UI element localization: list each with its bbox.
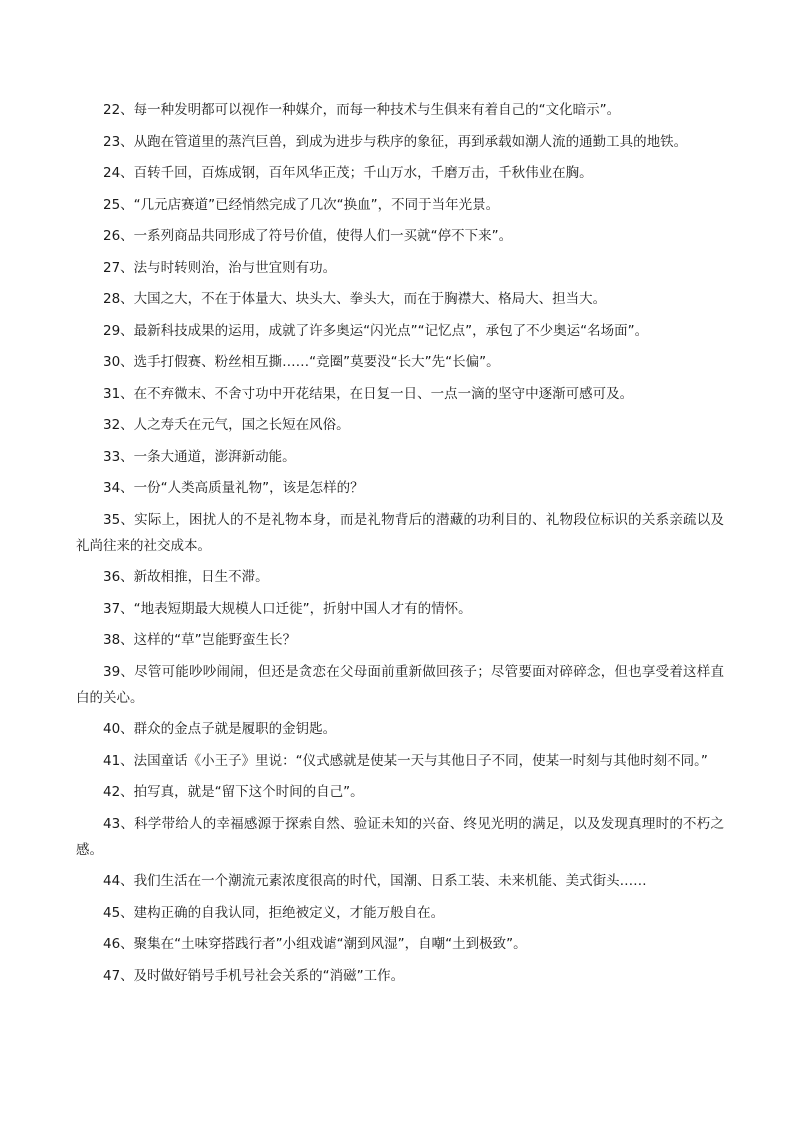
list-item: 24、百转千回，百炼成钢，百年风华正茂；千山万水，千磨万击，千秋伟业在胸。 [103,165,593,181]
list-item: 32、人之寿夭在元气，国之长短在风俗。 [103,417,350,433]
list-item: 23、从跑在管道里的蒸汽巨兽，到成为进步与秩序的象征，再到承载如潮人流的通勤工具的地铁。 [103,133,688,150]
list-item: 46、聚集在“土味穿搭践行者”小组戏谑“潮到风湿”，自嘲“土到极致”。 [103,936,527,952]
list-item: 33、一条大通道，澎湃新动能。 [103,448,296,465]
list-item: 42、拍写真，就是“留下这个时间的自己”。 [103,784,364,800]
list-item: 31、在不弃微末、不舍寸功中开花结果，在日复一日、一点一滴的坚守中逐渐可感可及。 [103,385,634,402]
list-item: 39、尽管可能吵吵闹闹，但还是贪恋在父母面前重新做回孩子；尽管要面对碎碎念，但也享受着这样直白的关心。 [76,663,724,706]
list-item: 44、我们生活在一个潮流元素浓度很高的时代，国潮、日系工装、未来机能、美式街头…… [103,873,647,889]
list-item: 22、每一种发明都可以视作一种媒介，而每一种技术与生俱来有着自己的“文化暗示”。 [103,102,621,118]
list-item: 27、法与时转则治，治与世宜则有功。 [103,259,337,276]
list-item: 26、一系列商品共同形成了符号价值，使得人们一买就“停不下来”。 [103,228,513,244]
list-item: 29、最新科技成果的运用，成就了许多奥运“闪光点”“记忆点”，承包了不少奥运“名场面”。 [103,322,649,339]
list-item: 36、新故相推，日生不滞。 [103,569,269,585]
list-item: 35、实际上，困扰人的不是礼物本身，而是礼物背后的潜藏的功利目的、礼物段位标识的关系亲疏以及礼尚往来的社交成本。 [76,511,724,554]
list-item: 38、这样的“草”岂能野蛮生长？ [103,632,297,648]
list-item: 30、选手打假赛、粉丝相互撕……“竞圈”莫要没“长大”先“长偏”。 [103,354,500,370]
list-item: 34、一份“人类高质量礼物”，该是怎样的？ [103,480,364,496]
list-item: 45、建构正确的自我认同，拒绝被定义，才能万般自在。 [103,904,445,921]
list-item: 28、大国之大，不在于体量大、块头大、拳头大，而在于胸襟大、格局大、担当大。 [103,291,607,307]
list-item: 25、“几元店赛道”已经悄然完成了几次“换血”，不同于当年光景。 [103,196,500,213]
list-item: 47、及时做好销号手机号社会关系的“消磁”工作。 [103,967,405,984]
list-item: 43、科学带给人的幸福感源于探索自然、验证未知的兴奋、终见光明的满足，以及发现真理时的不朽之感。 [76,815,724,858]
list-item: 37、“地表短期最大规模人口迁徙”，折射中国人才有的情怀。 [103,600,472,617]
list-item: 41、法国童话《小王子》里说：“仪式感就是使某一天与其他日子不同，使某一时刻与其他时刻不同。” [103,752,708,769]
list-item: 40、群众的金点子就是履职的金钥匙。 [103,721,337,737]
sentence-list [76,97,724,994]
